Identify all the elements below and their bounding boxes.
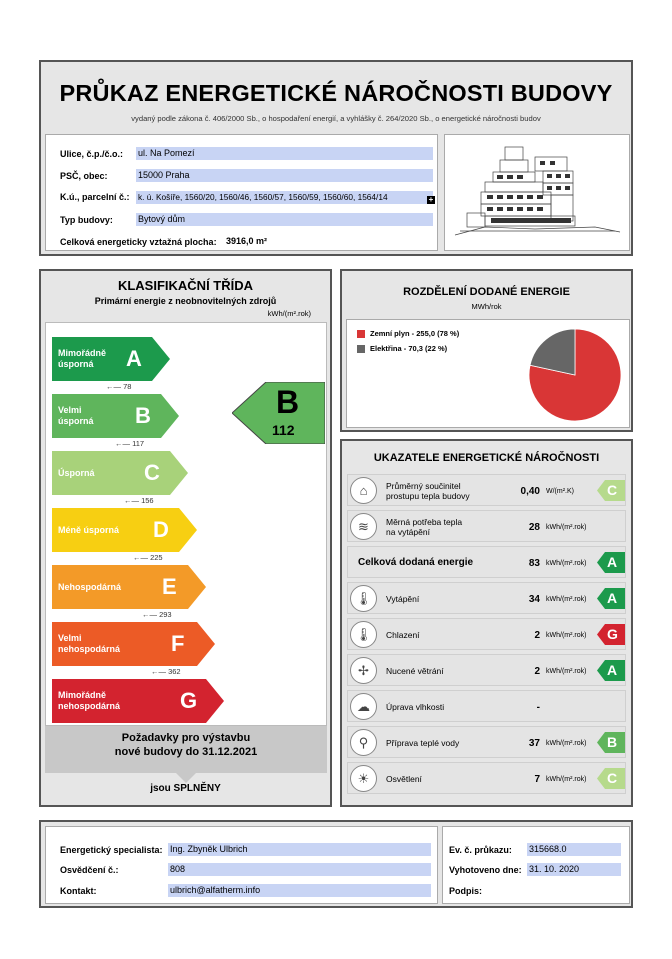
legend-label-electricity: Elektřina - 70,3 (22 %) xyxy=(370,344,448,353)
indicator-label-line1: Chlazení xyxy=(386,630,420,640)
class-arrow-a xyxy=(52,337,170,381)
indicator-class-letter: C xyxy=(607,482,618,498)
indicator-label xyxy=(358,547,473,579)
area-value: 3916,0 m² xyxy=(226,236,268,246)
requirements-line1: Požadavky pro výstavbu xyxy=(121,732,251,744)
contact-label: Kontakt: xyxy=(60,886,97,896)
indicators-title: UKAZATELE ENERGETICKÉ NÁROČNOSTI xyxy=(373,452,600,464)
indicator-class-badge xyxy=(597,624,625,645)
indicator-row xyxy=(347,618,626,650)
indicator-label-line1: Vytápění xyxy=(386,594,420,604)
requirements-result: jsou SPLNĚNY xyxy=(150,783,221,794)
classification-frame xyxy=(39,269,332,807)
building-image-box xyxy=(444,134,630,251)
indicator-label-line1: Měrná potřeba tepla xyxy=(386,517,463,527)
type-label: Typ budovy: xyxy=(60,215,113,225)
class-label-line1: Mimořádně xyxy=(58,348,107,358)
fan-icon: ✢ xyxy=(350,657,377,684)
indicator-class-letter: C xyxy=(607,770,618,786)
indicator-label xyxy=(386,727,459,759)
requirements-line2: nové budovy do 31.12.2021 xyxy=(114,746,258,758)
indicator-label xyxy=(386,619,420,651)
indicator-label-line1: Příprava teplé vody xyxy=(386,738,460,748)
class-letter: D xyxy=(153,517,169,542)
indicator-label xyxy=(386,763,422,795)
ev-label: Ev. č. průkazu: xyxy=(449,845,512,855)
distribution-unit: MWh/rok xyxy=(471,302,502,311)
class-label xyxy=(58,565,121,609)
indicator-label xyxy=(386,475,470,507)
indicator-unit: kWh/(m².rok) xyxy=(546,523,587,531)
thermometer-plus-icon: 🌡 xyxy=(350,585,377,612)
indicator-row xyxy=(347,762,626,794)
indicator-value: 28 xyxy=(528,521,540,533)
psc-value: 15000 Praha xyxy=(136,169,433,182)
indicator-unit: kWh/(m².rok) xyxy=(546,739,587,747)
indicator-class-badge xyxy=(597,732,625,753)
class-arrow-d xyxy=(52,508,197,552)
class-label-line1: Mimořádně xyxy=(58,690,107,700)
indicator-class-badge xyxy=(597,480,625,501)
classification-title: KLASIFIKAČNÍ TŘÍDA xyxy=(117,278,254,293)
indicator-row xyxy=(347,726,626,758)
legend-swatch-gas xyxy=(357,330,365,338)
indicator-label xyxy=(386,583,419,615)
indicator-value: - xyxy=(536,701,540,713)
class-label-line2: úsporná xyxy=(58,416,94,426)
indicator-label xyxy=(386,511,462,543)
specialist-label: Energetický specialista: xyxy=(60,845,163,855)
header-frame xyxy=(39,60,633,256)
distribution-chart-box xyxy=(346,319,630,428)
classification-scale xyxy=(45,322,327,726)
indicator-label-line2: na vytápění xyxy=(386,527,430,537)
class-label-line1: Velmi xyxy=(58,633,82,643)
class-arrow-c xyxy=(52,451,188,495)
class-label-line1: Úsporná xyxy=(58,467,95,478)
indicator-label xyxy=(386,655,444,687)
indicator-value: 2 xyxy=(534,665,540,677)
class-letter: B xyxy=(135,403,151,428)
street-value: ul. Na Pomezí xyxy=(136,147,433,160)
class-letter: C xyxy=(144,460,160,485)
sign-label: Podpis: xyxy=(449,886,482,896)
requirements-box xyxy=(45,726,327,773)
distribution-title: ROZDĚLENÍ DODANÉ ENERGIE xyxy=(403,286,570,298)
class-label-line2: nehospodárná xyxy=(58,644,121,654)
threshold-value: 117 xyxy=(132,439,145,448)
indicator-row xyxy=(347,654,626,686)
class-threshold xyxy=(151,667,181,676)
result-arrow xyxy=(232,382,325,444)
indicator-label-line1: Osvětlení xyxy=(386,774,422,784)
indicator-class-letter: A xyxy=(607,590,618,606)
indicator-unit: kWh/(m².rok) xyxy=(546,631,587,639)
contact-value: ulbrich@alfatherm.info xyxy=(168,884,431,897)
indicator-label-line1: Průměrný součinitel xyxy=(386,481,461,491)
certificate-box xyxy=(442,826,630,904)
class-letter: F xyxy=(171,631,185,656)
indicator-class-letter: A xyxy=(607,554,618,570)
heat-demand-icon: ≋ xyxy=(350,513,377,540)
thermometer-minus-icon: 🌡 xyxy=(350,621,377,648)
humidity-icon: ☁ xyxy=(350,693,377,720)
threshold-value: 362 xyxy=(168,667,181,676)
page-subtitle: vydaný podle zákona č. 406/2000 Sb., o hospodaření energií, a vyhlášky č. 264/2020 Sb., o energetické náročnosti budov xyxy=(131,114,541,123)
indicator-row xyxy=(347,690,626,722)
indicator-class-badge xyxy=(597,768,625,789)
class-arrow-f xyxy=(52,622,215,666)
indicator-class-badge xyxy=(597,660,625,681)
indicator-class-badge xyxy=(597,588,625,609)
indicator-label-line1: Úprava vlhkosti xyxy=(386,702,445,712)
threshold-arrow-icon: ←— xyxy=(151,667,169,676)
date-label: Vyhotoveno dne: xyxy=(449,865,522,875)
class-letter: A xyxy=(126,346,142,371)
indicator-label xyxy=(386,691,444,723)
class-label-line2: nehospodárná xyxy=(58,701,121,711)
threshold-arrow-icon: ←— xyxy=(106,382,124,391)
indicator-row xyxy=(347,582,626,614)
class-label xyxy=(58,394,94,438)
class-label xyxy=(58,622,120,666)
cert-label: Osvědčení č.: xyxy=(60,865,119,875)
class-arrow-e xyxy=(52,565,206,609)
type-value: Bytový dům xyxy=(136,213,433,226)
indicator-label-line1: Nucené větrání xyxy=(386,666,444,676)
expand-icon[interactable]: + xyxy=(428,195,434,204)
class-threshold xyxy=(133,553,163,562)
ev-value: 315668.0 xyxy=(527,843,621,856)
class-label xyxy=(58,508,119,552)
indicators-frame xyxy=(340,439,633,807)
threshold-arrow-icon: ←— xyxy=(133,553,151,562)
result-value: 112 xyxy=(272,422,295,438)
specialist-value: Ing. Zbyněk Ulbrich xyxy=(168,843,431,856)
threshold-value: 78 xyxy=(123,382,132,391)
indicator-class-letter: A xyxy=(607,662,618,678)
indicator-value: 37 xyxy=(528,737,540,749)
indicator-class-letter: B xyxy=(607,734,618,750)
building-drawing xyxy=(445,135,629,250)
area-label: Celková energeticky vztažná plocha: xyxy=(60,237,217,247)
indicator-value: 83 xyxy=(528,557,540,569)
indicator-unit: kWh/(m².rok) xyxy=(546,595,587,603)
indicator-value: 7 xyxy=(534,773,540,785)
specialist-box xyxy=(45,826,438,904)
class-label-line2: úsporná xyxy=(58,359,94,369)
classification-subtitle: Primární energie z neobnovitelných zdrojů xyxy=(94,296,277,306)
indicator-label-line2: prostupu tepla budovy xyxy=(386,491,470,501)
class-threshold xyxy=(115,439,144,448)
house-icon: ⌂ xyxy=(350,477,377,504)
class-threshold xyxy=(106,382,131,391)
ku-value: k. ú. Košíře, 1560/20, 1560/46, 1560/57, 1560/59, 1560/60, 1564/14 xyxy=(136,191,433,204)
class-label xyxy=(58,337,106,381)
light-bulb-icon: ☀ xyxy=(350,765,377,792)
indicator-class-letter: G xyxy=(607,626,618,642)
indicator-row xyxy=(347,474,626,506)
requirements-pointer xyxy=(176,773,196,783)
result-letter: B xyxy=(276,384,300,420)
indicator-unit: kWh/(m².rok) xyxy=(546,559,587,567)
indicator-unit: kWh/(m².rok) xyxy=(546,775,587,783)
class-arrow-g xyxy=(52,679,224,723)
class-label-line1: Velmi xyxy=(58,405,82,415)
threshold-value: 293 xyxy=(159,610,172,619)
threshold-value: 225 xyxy=(150,553,163,562)
class-label xyxy=(58,679,120,723)
distribution-pie xyxy=(525,325,625,425)
building-info-box xyxy=(45,134,438,251)
class-label xyxy=(58,451,95,495)
ku-label: K.ú., parcelní č.: xyxy=(60,192,130,202)
date-value: 31. 10. 2020 xyxy=(527,863,621,876)
class-arrow-b xyxy=(52,394,179,438)
cert-value: 808 xyxy=(168,863,431,876)
legend-label-gas: Zemní plyn - 255,0 (78 %) xyxy=(370,329,460,338)
threshold-arrow-icon: ←— xyxy=(115,439,133,448)
street-label: Ulice, č.p./č.o.: xyxy=(60,149,124,159)
class-letter: E xyxy=(162,574,177,599)
indicator-unit: W/(m².K) xyxy=(546,487,574,495)
indicator-unit: kWh/(m².rok) xyxy=(546,667,587,675)
indicator-value: 0,40 xyxy=(520,485,540,497)
class-letter: G xyxy=(180,688,198,713)
class-label-line1: Méně úsporná xyxy=(58,524,120,535)
psc-label: PSČ, obec: xyxy=(60,171,108,181)
legend-swatch-electricity xyxy=(357,345,365,353)
indicator-value: 34 xyxy=(528,593,540,605)
indicator-value: 2 xyxy=(534,629,540,641)
distribution-frame xyxy=(340,269,633,432)
class-label-line1: Nehospodárná xyxy=(58,581,122,592)
threshold-arrow-icon: ←— xyxy=(142,610,160,619)
class-threshold xyxy=(142,610,172,619)
footer-frame xyxy=(39,820,633,908)
page-title: PRŮKAZ ENERGETICKÉ NÁROČNOSTI BUDOVY xyxy=(59,80,613,106)
indicator-class-badge xyxy=(597,552,625,573)
indicator-label-line1: Celková dodaná energie xyxy=(358,557,474,568)
threshold-arrow-icon: ←— xyxy=(124,496,142,505)
threshold-value: 156 xyxy=(141,496,154,505)
hot-water-tap-icon: ⚲ xyxy=(350,729,377,756)
indicator-row xyxy=(347,546,626,578)
indicator-row xyxy=(347,510,626,542)
classification-unit: kWh/(m².rok) xyxy=(267,309,311,318)
class-threshold xyxy=(124,496,154,505)
